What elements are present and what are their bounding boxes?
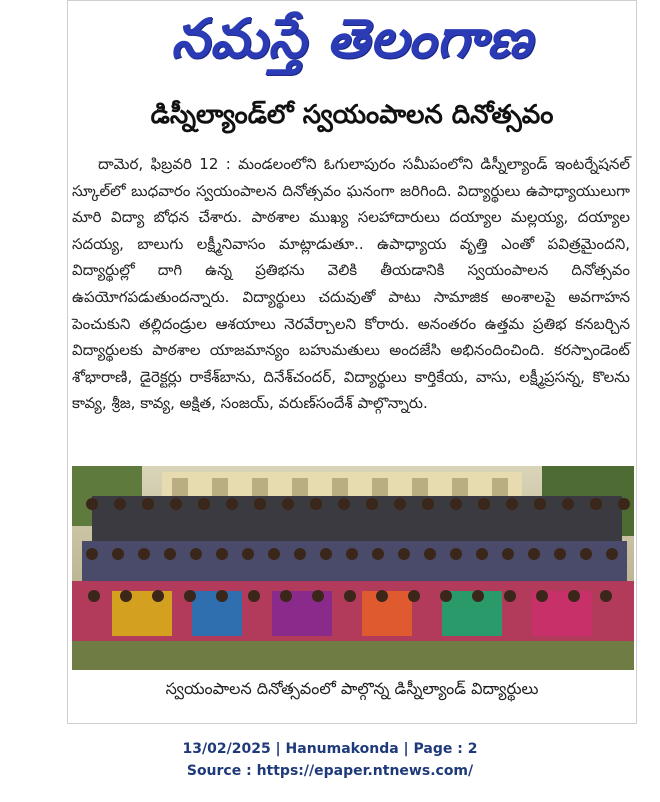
photo-person (86, 548, 98, 560)
footer-date-edition: 13/02/2025 | Hanumakonda | Page : 2 (182, 741, 478, 757)
photo-person (294, 548, 306, 560)
photo-person (606, 548, 618, 560)
photo-person (580, 548, 592, 560)
photo-person (226, 498, 238, 510)
photo-person (502, 548, 514, 560)
photo-person (338, 498, 350, 510)
photo-person (312, 590, 324, 602)
photo-person (394, 498, 406, 510)
photo-person (248, 590, 260, 602)
photo-person (170, 498, 182, 510)
photo-person (216, 548, 228, 560)
photo-person (138, 548, 150, 560)
photo-person (450, 498, 462, 510)
photo-person (424, 548, 436, 560)
photo-person (450, 548, 462, 560)
photo-person (320, 548, 332, 560)
article-headline: డిస్నీల్యాండ్‌లో స్వయంపాలన దినోత్సవం (150, 100, 554, 130)
photo-person (568, 590, 580, 602)
article-body-text: దామెర, ఫిబ్రవరి 12 : మండలంలోని ఓగులాపురం సమీపంలోని డిస్నీల్యాండ్ ఇంటర్నేషనల్ స్కూల్‌లో బుధవారం స్వయంపాలన దినోత్సవం ఘనంగా జరిగింది. విద్యార్థులు ఉపాధ్యాయులుగా మారి విద్యా బోధన చేశారు. పాఠశాల ముఖ్య సలహాదారులు దయ్యాల మల్లయ్య, దయ్యాల సదయ్య, బాలుగు లక్ష్మీనివాసం మాట్లాడుతూ.. ఉపాధ్యాయ వృత్తి ఎంతో పవిత్రమైందని, విద్యార్థుల్లో దాగి ఉన్న ప్రతిభను వెలికి తీయడానికి స్వయంపాలన దినోత్సవం ఉపయోగపడుతుందన్నారు. విద్యార్థులు చదువుతో పాటు సామాజిక అంశాలపై అవగాహన పెంచుకుని తల్లిదండ్రుల ఆశయాలు నెరవేర్చాలని కోరారు. అనంతరం ఉత్తమ ప్రతిభ కనబర్చిన విద్యార్థులకు పాఠశాల యాజమాన్యం బహుమతులు అందజేసి అభినందించింది. కరస్పాండెంట్ శోభారాణి, డైరెక్టర్లు రాకేశ్‌బాను, దినేశ్‌చందర్, విద్యార్థులు కార్తికేయ, వాసు, లక్ష్మీప్రసన్న, కొలను కావ్య, శ్రీజ, కావ్య, అక్షిత, సంజయ్, వరుణ్‌సందేశ్ పాల్గొన్నారు. (72, 155, 630, 413)
photo-person (504, 590, 516, 602)
photo-person (344, 590, 356, 602)
photo-caption: స్వయంపాలన దినోత్సవంలో పాల్గొన్న డిస్నీల్యాండ్ విద్యార్థులు (165, 679, 539, 698)
photo-person (216, 590, 228, 602)
photo-person (376, 590, 388, 602)
photo-person (618, 498, 630, 510)
photo-person (190, 548, 202, 560)
photo-person (422, 498, 434, 510)
photo-person (142, 498, 154, 510)
photo-person (554, 548, 566, 560)
group-photo (72, 466, 634, 670)
photo-person (440, 590, 452, 602)
photo-person (282, 498, 294, 510)
photo-person (268, 548, 280, 560)
photo-person (88, 590, 100, 602)
photo-person (472, 590, 484, 602)
photo-person (562, 498, 574, 510)
photo-person (534, 498, 546, 510)
newspaper-clipping (67, 0, 637, 724)
photo-person (254, 498, 266, 510)
photo-person (86, 498, 98, 510)
photo-person (600, 590, 612, 602)
photo-person (536, 590, 548, 602)
footer-source: Source : https://epaper.ntnews.com/ (186, 763, 474, 779)
photo-person (346, 548, 358, 560)
photo-person (114, 498, 126, 510)
article-body (72, 151, 630, 417)
photo-person (198, 498, 210, 510)
photo-person (242, 548, 254, 560)
group-photo-image (72, 466, 634, 670)
photo-person (528, 548, 540, 560)
photo-person (372, 548, 384, 560)
photo-person (478, 498, 490, 510)
photo-person (164, 548, 176, 560)
photo-person (184, 590, 196, 602)
photo-person (112, 548, 124, 560)
photo-person (366, 498, 378, 510)
photo-person (476, 548, 488, 560)
photo-person (310, 498, 322, 510)
photo-person (398, 548, 410, 560)
photo-person (280, 590, 292, 602)
masthead-logo: నమస్తే తెలంగాణ (171, 7, 533, 70)
photo-person (152, 590, 164, 602)
photo-person (506, 498, 518, 510)
photo-person (120, 590, 132, 602)
photo-person (408, 590, 420, 602)
photo-person (590, 498, 602, 510)
